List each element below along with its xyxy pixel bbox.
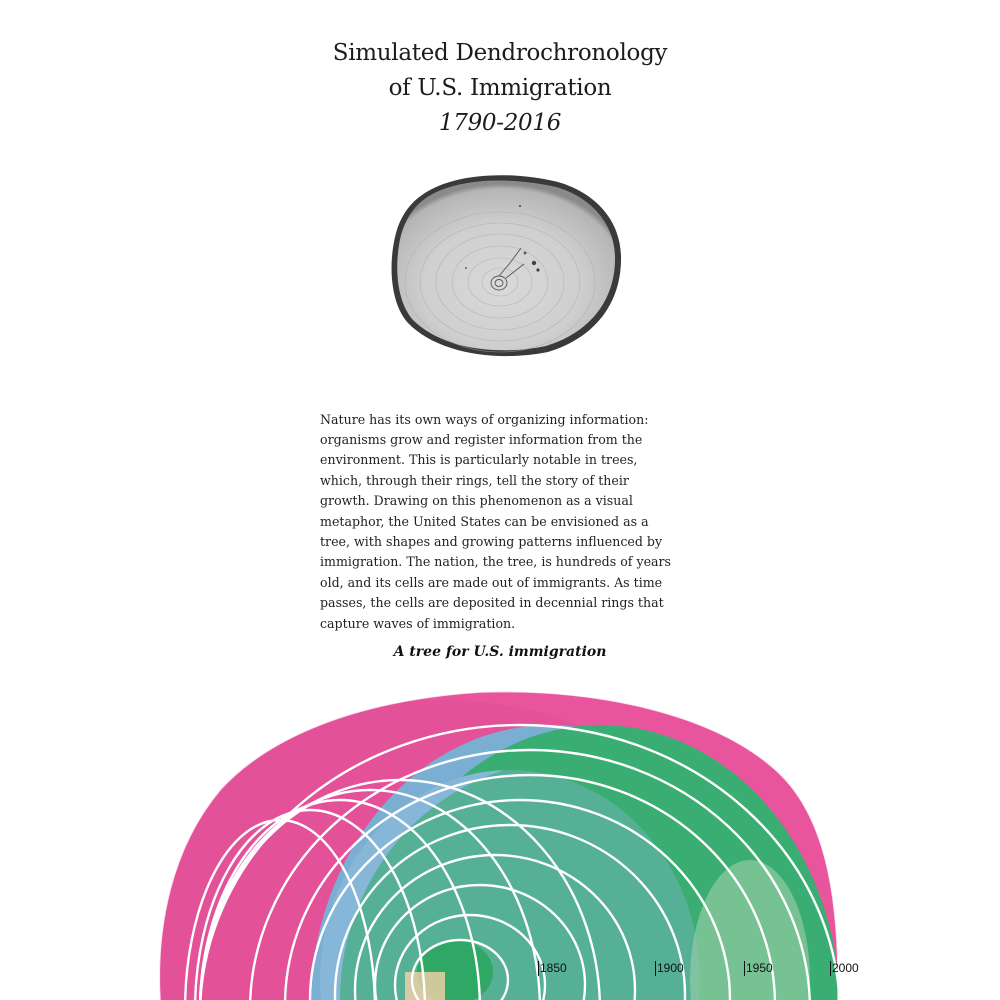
page-title-line-2: of U.S. Immigration — [388, 75, 612, 101]
timeline-label-1900: 1900 — [657, 961, 684, 975]
tree-cross-section-photo — [388, 168, 624, 360]
page-title-years: 1790-2016 — [438, 110, 562, 136]
intro-paragraph: Nature has its own ways of organizing information: organisms grow and register information from the environment. This is particularly notable in trees, which, through their rings, tell the story of their growth. Drawing on this phenomenon as a visual metaphor, the United States can be envisioned as a tree, with shapes and growing patterns influenced by immigration. The nation, the tree, is hundreds of years old, and its cells are made out of immigrants. As time passes, the cells are deposited in decennial rings that capture waves of immigration. — [320, 411, 672, 631]
timeline-label-1850: 1850 — [540, 961, 567, 975]
timeline-label-2000: 2000 — [832, 961, 859, 975]
timeline-label-1950: 1950 — [746, 961, 773, 975]
chart-subtitle: A tree for U.S. immigration — [393, 644, 607, 660]
page-title-line-1: Simulated Dendrochronology — [332, 40, 668, 66]
immigration-tree-rings — [150, 680, 890, 1000]
